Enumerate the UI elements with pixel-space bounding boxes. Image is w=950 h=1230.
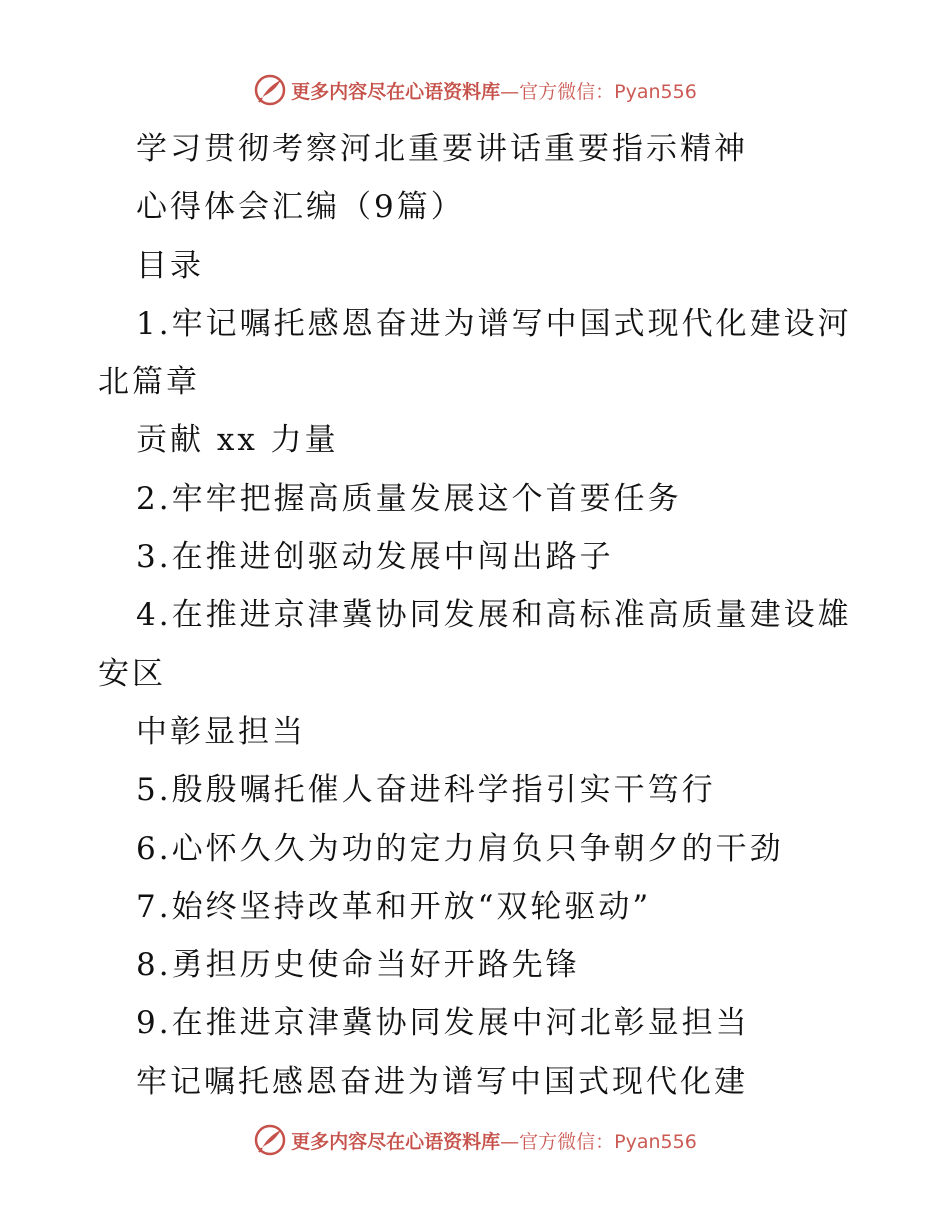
toc-item-6: 6.心怀久久为功的定力肩负只争朝夕的干劲 xyxy=(136,830,784,867)
toc-item-1-subtitle: 贡献 xx 力量 xyxy=(136,422,339,459)
document-title-line-2: 心得体会汇编（9篇） xyxy=(136,189,465,226)
watermark-text: 更多内容尽在心语资料库—官方微信：Pyan556 xyxy=(291,1130,697,1153)
toc-item-7: 7.始终坚持改革和开放“双轮驱动” xyxy=(136,888,652,925)
toc-item-5: 5.殷殷嘱托催人奋进科学指引实干笃行 xyxy=(136,772,716,809)
watermark-text: 更多内容尽在心语资料库—官方微信：Pyan556 xyxy=(291,80,697,103)
toc-item-9: 9.在推进京津冀协同发展中河北彰显担当 xyxy=(136,1005,750,1042)
toc-heading: 目录 xyxy=(136,247,204,284)
toc-item-3: 3.在推进创驱动发展中闯出路子 xyxy=(136,539,614,576)
footer-watermark xyxy=(0,1120,950,1160)
body-paragraph-start: 牢记嘱托感恩奋进为谱写中国式现代化建 xyxy=(136,1063,748,1100)
toc-item-2: 2.牢牢把握高质量发展这个首要任务 xyxy=(136,480,682,517)
toc-item-4: 4.在推进京津冀协同发展和高标准高质量建设雄 xyxy=(136,597,852,634)
document-title-line-1: 学习贯彻考察河北重要讲话重要指示精神 xyxy=(136,131,748,167)
feather-pen-logo-icon xyxy=(253,1123,287,1157)
toc-item-1-continued: 北篇章 xyxy=(98,364,200,401)
document-body xyxy=(98,120,858,1111)
toc-item-4-subtitle: 中彰显担当 xyxy=(136,713,306,750)
toc-item-4-continued: 安区 xyxy=(98,655,166,692)
toc-item-1: 1.牢记嘱托感恩奋进为谱写中国式现代化建设河 xyxy=(136,305,852,342)
toc-item-8: 8.勇担历史使命当好开路先锋 xyxy=(136,947,580,984)
header-watermark xyxy=(0,70,950,110)
feather-pen-logo-icon xyxy=(253,73,287,107)
